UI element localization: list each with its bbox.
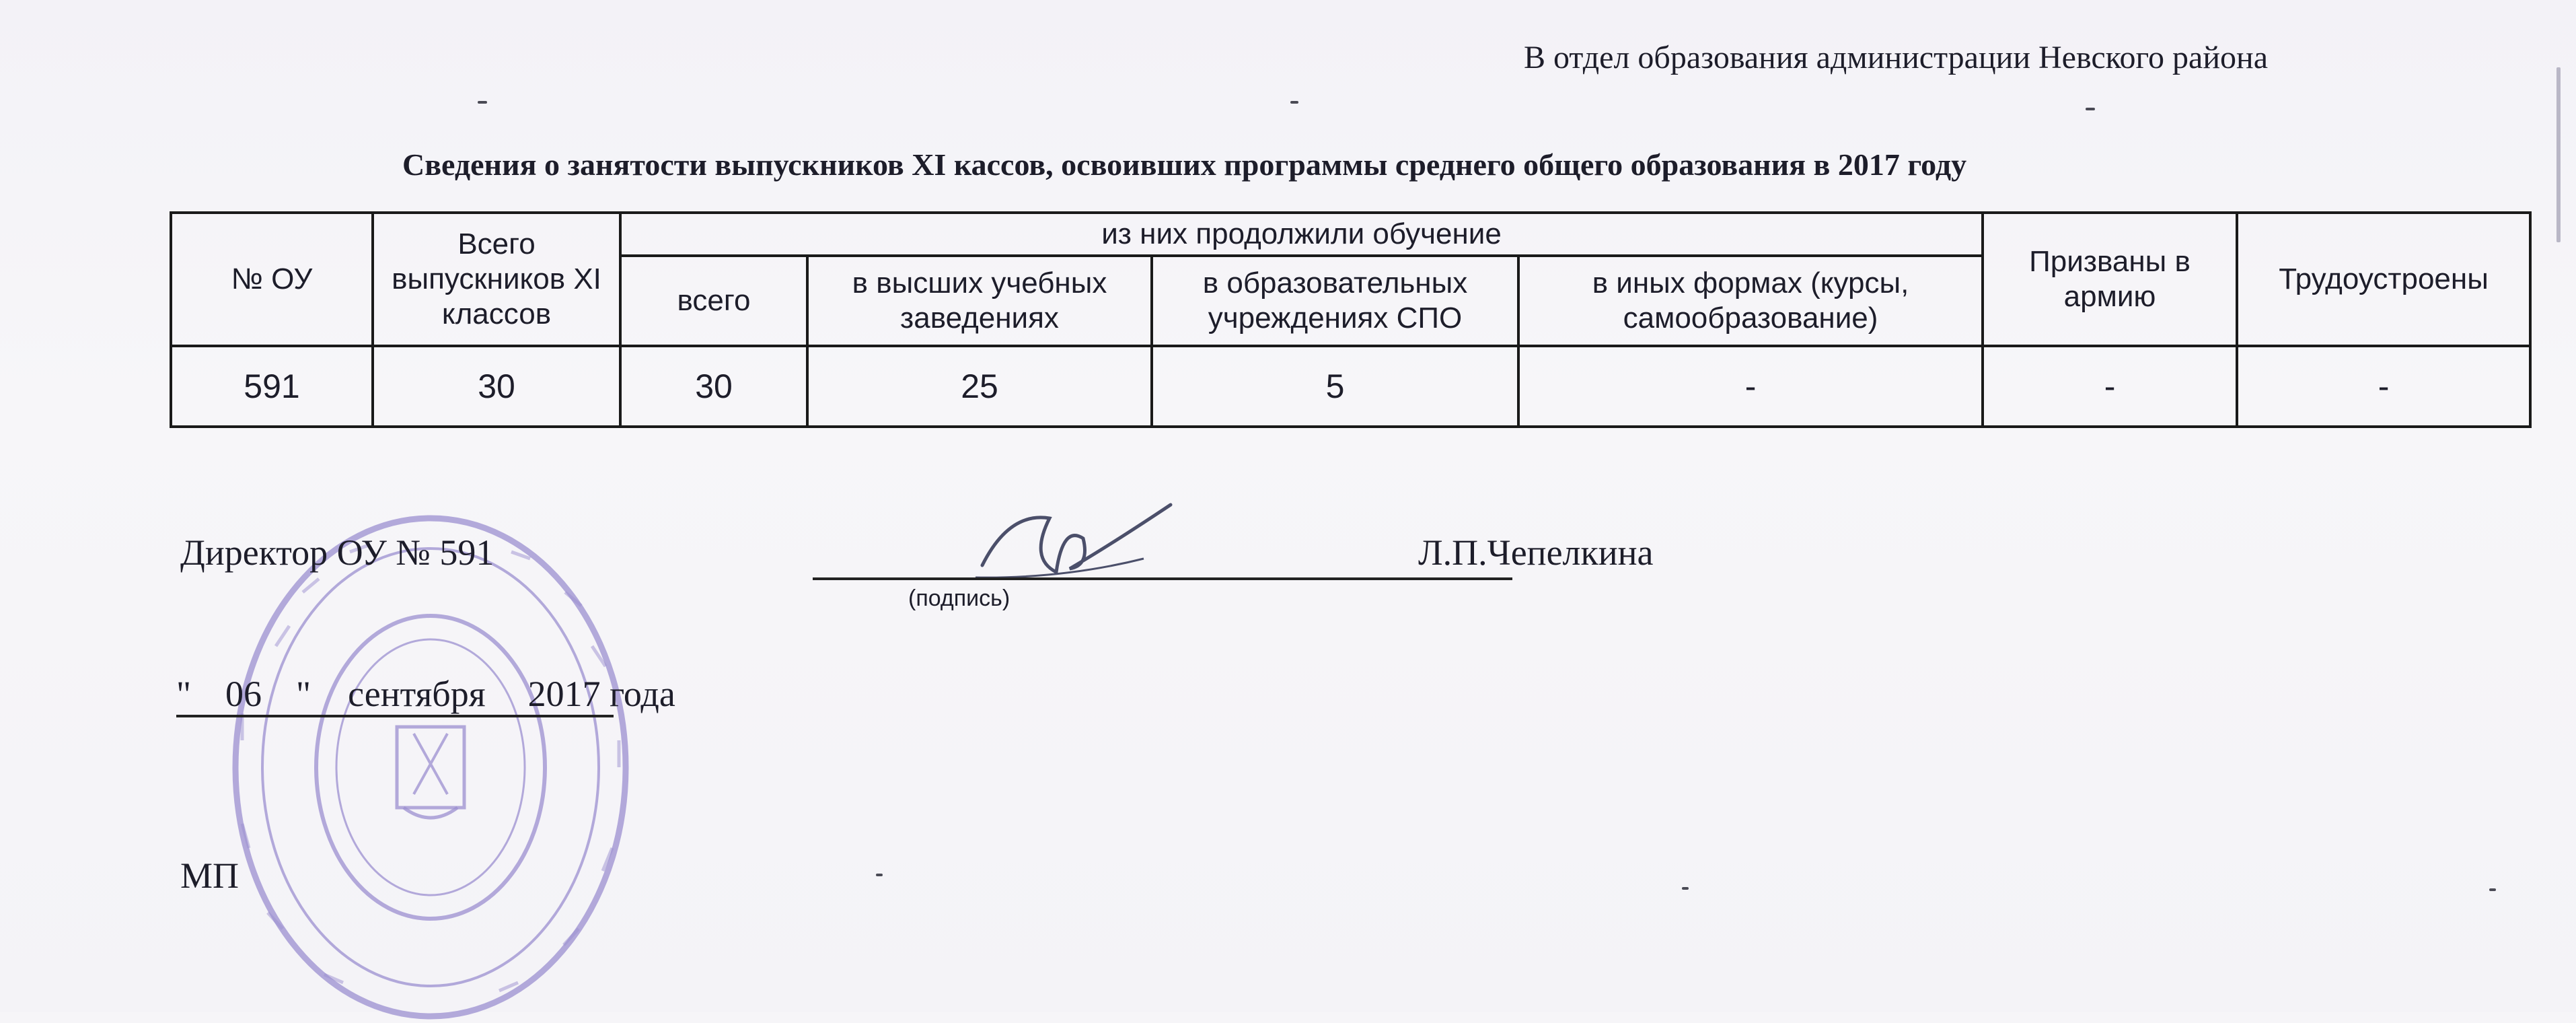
subheader-other-forms: в иных формах (курсы, самообразование) [1518, 256, 1983, 346]
addressee: В отдел образования администрации Невского района [1524, 40, 2269, 75]
date-month: сентября [348, 674, 486, 714]
date-close-quote: " [296, 674, 311, 714]
seal-place-label: МП [180, 855, 240, 896]
cell-other: - [1518, 346, 1983, 427]
date-open-quote: " [176, 674, 192, 714]
graduates-table [170, 211, 2532, 428]
cell-school: 591 [171, 346, 373, 427]
cell-higher: 25 [807, 346, 1152, 427]
director-name: Л.П.Чепелкина [1418, 532, 1654, 573]
scan-speck [876, 874, 883, 876]
scan-edge [2556, 67, 2561, 242]
table-header-row [171, 213, 2530, 256]
header-continued-study: из них продолжили обучение [620, 213, 1983, 256]
scan-speck [1682, 887, 1689, 890]
cell-all: 30 [620, 346, 807, 427]
date-line [176, 673, 675, 715]
date-year: 2017 года [527, 674, 675, 714]
subheader-spo: в образовательных учреждениях СПО [1152, 256, 1518, 346]
scan-speck [478, 101, 487, 104]
cell-spo: 5 [1152, 346, 1518, 427]
cell-employed: - [2237, 346, 2530, 427]
cell-army: - [1983, 346, 2237, 427]
scan-speck [1290, 101, 1298, 104]
subheader-all: всего [620, 256, 807, 346]
scan-speck [2489, 888, 2496, 891]
header-employed: Трудоустроены [2237, 213, 2530, 346]
cell-total: 30 [373, 346, 620, 427]
header-army: Призваны в армию [1983, 213, 2237, 346]
header-total-graduates: Всего выпускников XI классов [373, 213, 620, 346]
date-underline [176, 715, 614, 717]
signature-caption: (подпись) [908, 586, 1010, 611]
scan-speck [2086, 108, 2095, 110]
date-day: 06 [225, 674, 262, 714]
document-title: Сведения о занятости выпускников XI кассов, освоивших программы среднего общего образования в 2017 году [402, 147, 1967, 182]
subheader-higher-education: в высших учебных заведениях [807, 256, 1152, 346]
table-row [171, 346, 2530, 427]
director-label: Директор ОУ № 591 [180, 532, 494, 573]
signature-line [813, 577, 1512, 580]
round-seal-stamp [229, 512, 659, 1023]
header-school-number: № ОУ [171, 213, 373, 346]
